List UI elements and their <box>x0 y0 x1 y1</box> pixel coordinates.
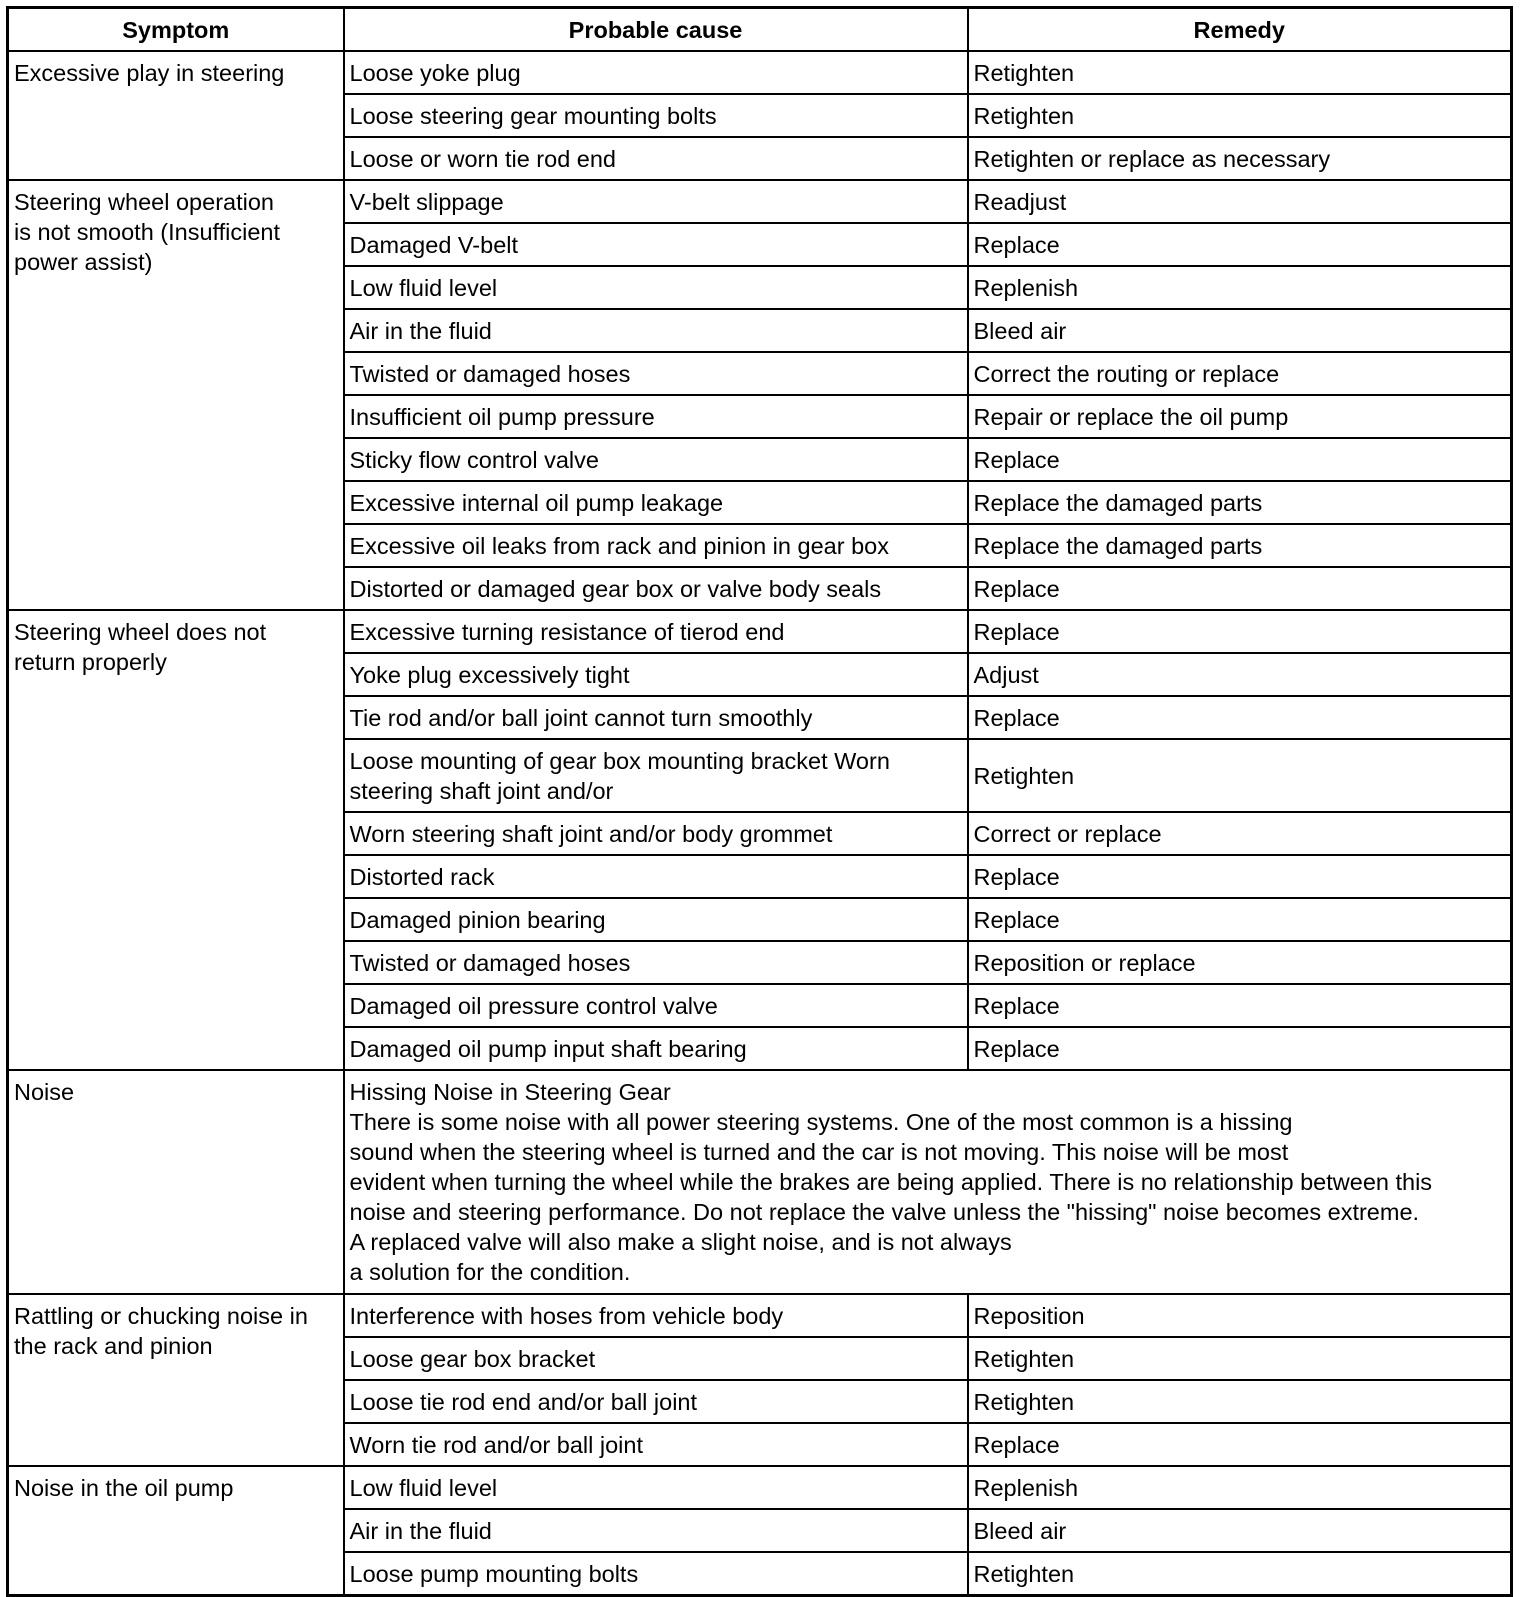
remedy-cell: Readjust <box>968 180 1512 223</box>
symptom-line: is not smooth (Insufficient <box>14 219 281 245</box>
cause-cell: Distorted or damaged gear box or valve body seals <box>344 567 968 610</box>
cause-cell: Worn tie rod and/or ball joint <box>344 1423 968 1466</box>
remedy-cell: Replace <box>968 438 1512 481</box>
remedy-cell: Replenish <box>968 1466 1512 1509</box>
remedy-cell: Retighten <box>968 94 1512 137</box>
troubleshooting-table <box>6 6 1513 1597</box>
remedy-cell: Retighten or replace as necessary <box>968 137 1512 180</box>
table-row <box>8 1070 1512 1294</box>
header-symptom: Symptom <box>8 8 344 52</box>
cause-cell: Loose tie rod end and/or ball joint <box>344 1380 968 1423</box>
table-row <box>8 1466 1512 1509</box>
cause-cell: Air in the fluid <box>344 1509 968 1552</box>
table-row <box>8 51 1512 94</box>
cause-cell: Loose or worn tie rod end <box>344 137 968 180</box>
troubleshooting-sheet <box>6 6 1513 1597</box>
remedy-cell: Retighten <box>968 1380 1512 1423</box>
cause-cell: Insufficient oil pump pressure <box>344 395 968 438</box>
note-line: sound when the steering wheel is turned and the car is not moving. This noise will be most <box>349 1139 1289 1165</box>
remedy-cell: Correct the routing or replace <box>968 352 1512 395</box>
note-line: A replaced valve will also make a slight noise, and is not always <box>349 1229 1012 1255</box>
symptom-line: Rattling or chucking noise in <box>14 1303 308 1329</box>
cause-cell: Excessive turning resistance of tierod end <box>344 610 968 653</box>
cause-cell: Loose gear box bracket <box>344 1337 968 1380</box>
symptom-line: Steering wheel does not <box>14 619 267 645</box>
cause-cell: Low fluid level <box>344 266 968 309</box>
symptom-cell: Excessive play in steering <box>8 51 344 180</box>
remedy-cell: Retighten <box>968 739 1512 812</box>
cause-cell: Distorted rack <box>344 855 968 898</box>
remedy-cell: Retighten <box>968 1552 1512 1596</box>
symptom-line: power assist) <box>14 249 153 275</box>
cause-cell <box>344 739 968 812</box>
symptom-line: the rack and pinion <box>14 1333 213 1359</box>
remedy-cell: Bleed air <box>968 1509 1512 1552</box>
cause-cell: Loose steering gear mounting bolts <box>344 94 968 137</box>
remedy-cell: Replace the damaged parts <box>968 481 1512 524</box>
cause-cell: Loose yoke plug <box>344 51 968 94</box>
symptom-cell <box>8 610 344 1070</box>
note-title: Hissing Noise in Steering Gear <box>349 1079 671 1105</box>
remedy-cell: Adjust <box>968 653 1512 696</box>
remedy-cell: Bleed air <box>968 309 1512 352</box>
remedy-cell: Replace <box>968 898 1512 941</box>
note-line: noise and steering performance. Do not replace the valve unless the "hissing" noise becomes extreme. <box>349 1199 1420 1225</box>
cause-cell: Loose pump mounting bolts <box>344 1552 968 1596</box>
cause-line: Loose mounting of gear box mounting bracket Worn <box>349 748 890 774</box>
remedy-cell: Replace <box>968 1027 1512 1070</box>
symptom-cell <box>8 180 344 610</box>
remedy-cell: Replace <box>968 567 1512 610</box>
note-line: There is some noise with all power steering systems. One of the most common is a hissing <box>349 1109 1293 1135</box>
remedy-cell: Correct or replace <box>968 812 1512 855</box>
cause-cell: Damaged oil pressure control valve <box>344 984 968 1027</box>
remedy-cell: Replace the damaged parts <box>968 524 1512 567</box>
cause-cell: Air in the fluid <box>344 309 968 352</box>
remedy-cell: Reposition or replace <box>968 941 1512 984</box>
remedy-cell: Replace <box>968 984 1512 1027</box>
symptom-cell <box>8 1294 344 1466</box>
remedy-cell: Reposition <box>968 1294 1512 1337</box>
cause-cell: Sticky flow control valve <box>344 438 968 481</box>
cause-cell: Excessive internal oil pump leakage <box>344 481 968 524</box>
remedy-cell: Replenish <box>968 266 1512 309</box>
cause-cell: Tie rod and/or ball joint cannot turn smoothly <box>344 696 968 739</box>
cause-line: steering shaft joint and/or <box>349 778 614 804</box>
noise-note-cell <box>344 1070 1512 1294</box>
cause-cell: Low fluid level <box>344 1466 968 1509</box>
symptom-cell: Noise in the oil pump <box>8 1466 344 1596</box>
note-line: a solution for the condition. <box>349 1259 631 1285</box>
cause-cell: Damaged V-belt <box>344 223 968 266</box>
cause-cell: Twisted or damaged hoses <box>344 352 968 395</box>
symptom-line: return properly <box>14 649 167 675</box>
note-line: evident when turning the wheel while the brakes are being applied. There is no relationship between this <box>349 1169 1433 1195</box>
header-remedy: Remedy <box>968 8 1512 52</box>
remedy-cell: Retighten <box>968 51 1512 94</box>
table-row <box>8 610 1512 653</box>
remedy-cell: Replace <box>968 610 1512 653</box>
remedy-cell: Repair or replace the oil pump <box>968 395 1512 438</box>
cause-cell: Damaged pinion bearing <box>344 898 968 941</box>
cause-cell: Worn steering shaft joint and/or body grommet <box>344 812 968 855</box>
remedy-cell: Retighten <box>968 1337 1512 1380</box>
cause-cell: Twisted or damaged hoses <box>344 941 968 984</box>
table-row <box>8 1294 1512 1337</box>
cause-cell: Excessive oil leaks from rack and pinion in gear box <box>344 524 968 567</box>
remedy-cell: Replace <box>968 1423 1512 1466</box>
cause-cell: Interference with hoses from vehicle body <box>344 1294 968 1337</box>
cause-cell: Yoke plug excessively tight <box>344 653 968 696</box>
remedy-cell: Replace <box>968 223 1512 266</box>
header-probable-cause: Probable cause <box>344 8 968 52</box>
symptom-line: Steering wheel operation <box>14 189 274 215</box>
cause-cell: Damaged oil pump input shaft bearing <box>344 1027 968 1070</box>
header-row <box>8 8 1512 52</box>
symptom-cell: Noise <box>8 1070 344 1294</box>
cause-cell: V-belt slippage <box>344 180 968 223</box>
table-row <box>8 180 1512 223</box>
remedy-cell: Replace <box>968 855 1512 898</box>
remedy-cell: Replace <box>968 696 1512 739</box>
